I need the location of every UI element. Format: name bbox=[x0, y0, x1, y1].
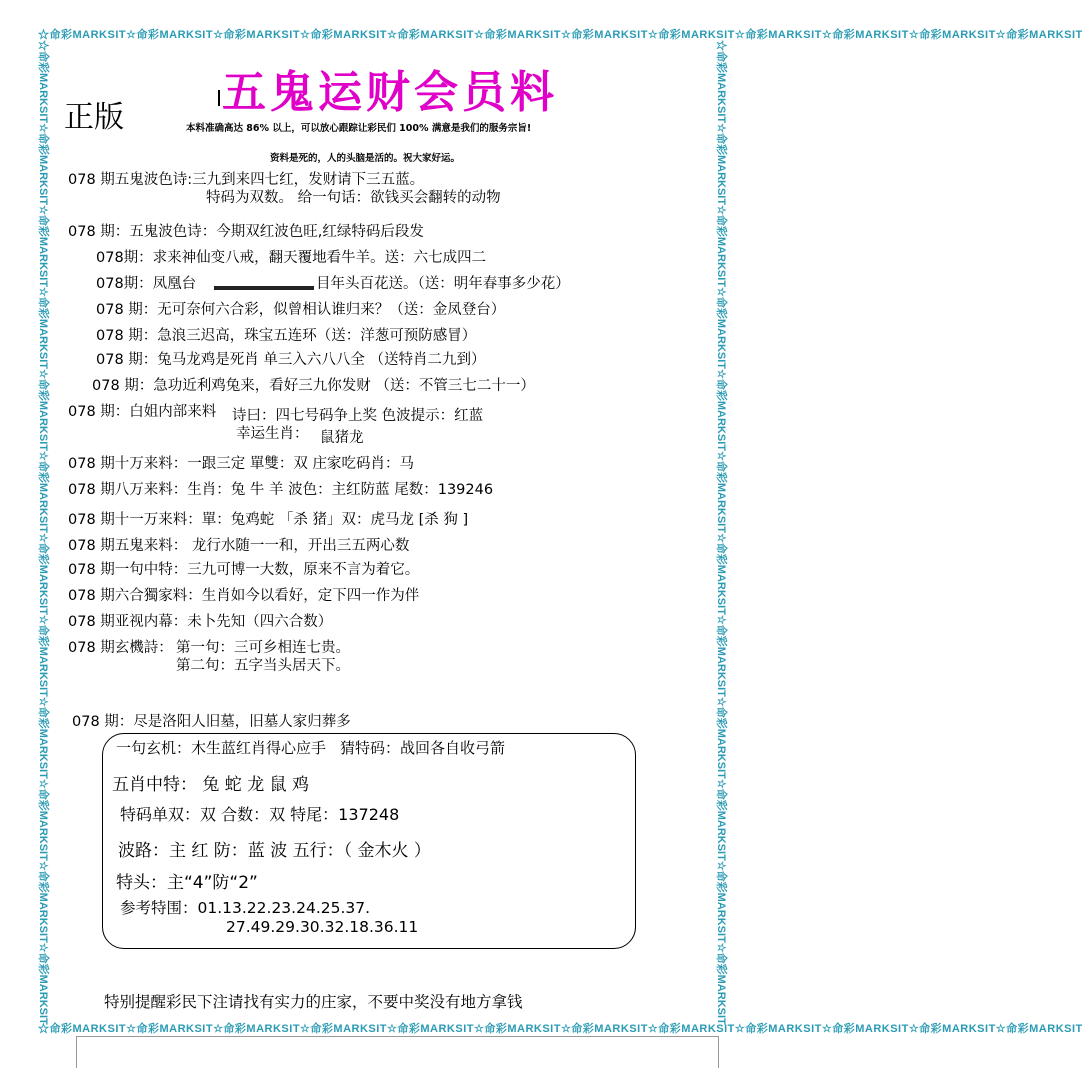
edition-label: 正版 bbox=[64, 100, 124, 135]
text-line: 078 期十万来料：一跟三定 單雙：双 庄家吃码肖：马 bbox=[68, 456, 415, 472]
box-line: 一句玄机：木生蓝红肖得心应手 bbox=[116, 739, 327, 757]
text-line: 078 期玄機詩： bbox=[68, 640, 173, 656]
watermark-bottom: ☆命彩MARKSIT☆命彩MARKSIT☆命彩MARKSIT☆命彩MARKSIT☆命彩MARKSIT☆命彩MARKSIT☆命彩MARKSIT☆命彩MARKSIT☆命彩MARKSIT☆命彩MARKSIT☆命彩MARKSIT☆命彩MARKSIT bbox=[38, 1023, 1083, 1035]
text-line: 078 期一句中特：三九可博一大数，原来不言为着它。 bbox=[68, 562, 420, 578]
watermark-right bbox=[715, 40, 732, 1025]
text-line: 078 期：急功近利鸡兔来，看好三九你发财 （送：不管三七二十一） bbox=[92, 378, 535, 394]
text-line: 目年头百花送。（送：明年春事多少花） bbox=[316, 276, 570, 292]
text-line: 特码为双数。 给一句话：欲钱买会翻转的动物 bbox=[206, 190, 501, 206]
text-line: 078 期五鬼波色诗:三九到来四七红，发财请下三五蓝。 bbox=[68, 172, 425, 188]
watermark-left-text: ☆命彩MARKSIT☆命彩MARKSIT☆命彩MARKSIT☆命彩MARKSIT☆命彩MARKSIT☆命彩MARKSIT☆命彩MARKSIT☆命彩MARKSIT☆命彩MARKSIT☆命彩MARKSIT☆命彩MARKSIT☆命彩MARKSIT bbox=[37, 40, 49, 1025]
text-line: 幸运生肖： bbox=[236, 426, 309, 442]
box-line: 特码单双：双 合数：双 特尾：137248 bbox=[120, 805, 400, 824]
page-edge bbox=[718, 1036, 719, 1068]
tagline: 本料准确高达 86% 以上，可以放心跟踪让彩民们 100% 满意是我们的服务宗旨! bbox=[186, 123, 532, 134]
footer-note: 特别提醒彩民下注请找有实力的庄家，不要中奖没有地方拿钱 bbox=[104, 993, 523, 1011]
box-line: 特头：主“4”防“2” bbox=[116, 873, 258, 893]
box-line: 波路：主 红 防：蓝 波 五行：（ 金木火 ） bbox=[118, 841, 431, 861]
box-line: 27.49.29.30.32.18.36.11 bbox=[226, 918, 419, 936]
tagline: 资料是死的，人的头脑是活的。祝大家好运。 bbox=[270, 153, 461, 164]
box-line: 五肖中特： 兔 蛇 龙 鼠 鸡 bbox=[112, 775, 310, 795]
watermark-left bbox=[37, 40, 54, 1025]
page-edge bbox=[76, 1036, 77, 1068]
text-line: 第一句：三可乡相连七贵。 bbox=[176, 640, 350, 656]
text-line: 078 期：急浪三迟高，珠宝五连环（送：洋葱可预防感冒） bbox=[96, 328, 477, 344]
text-line: 078 期八万来料：生肖：兔 牛 羊 波色：主红防蓝 尾数：139246 bbox=[68, 482, 494, 498]
watermark-top: ☆命彩MARKSIT☆命彩MARKSIT☆命彩MARKSIT☆命彩MARKSIT☆命彩MARKSIT☆命彩MARKSIT☆命彩MARKSIT☆命彩MARKSIT☆命彩MARKSIT☆命彩MARKSIT☆命彩MARKSIT☆命彩MARKSIT bbox=[38, 29, 1083, 41]
watermark-right-text: ☆命彩MARKSIT☆命彩MARKSIT☆命彩MARKSIT☆命彩MARKSIT☆命彩MARKSIT☆命彩MARKSIT☆命彩MARKSIT☆命彩MARKSIT☆命彩MARKSIT☆命彩MARKSIT☆命彩MARKSIT☆命彩MARKSIT bbox=[715, 40, 727, 1025]
text-line: 诗曰：四七号码争上奖 色波提示：红蓝 bbox=[232, 408, 484, 424]
box-line: 猜特码：战回各自收弓箭 bbox=[340, 739, 506, 757]
text-line: 078 期十一万来料：單：兔鸡蛇 「杀 猪」双：虎马龙 [杀 狗 ] bbox=[68, 512, 469, 528]
text-line: 078期：求来神仙变八戒，翻天覆地看牛羊。送：六七成四二 bbox=[96, 250, 487, 266]
text-line: 第二句：五字当头居天下。 bbox=[176, 658, 350, 674]
text-line: 078 期：尽是洛阳人旧墓，旧墓人家归葬多 bbox=[72, 714, 351, 730]
text-line: 078 期：兔马龙鸡是死肖 单三入六八八全 （送特肖二九到） bbox=[96, 352, 486, 368]
text-line: 鼠猪龙 bbox=[320, 430, 364, 446]
title-bar bbox=[218, 90, 220, 106]
text-line: 078 期五鬼来料： 龙行水随一一和，开出三五两心数 bbox=[68, 538, 410, 554]
scratch-mark bbox=[214, 286, 314, 290]
text-line: 078 期：无可奈何六合彩，似曾相认谁归来？（送：金凤登台） bbox=[96, 302, 506, 318]
text-line: 078 期亚视内幕：未卜先知（四六合数） bbox=[68, 614, 333, 630]
text-line: 078期：凤凰台 bbox=[96, 276, 197, 292]
box-line: 参考特围：01.13.22.23.24.25.37. bbox=[120, 899, 371, 917]
text-line: 078 期：五鬼波色诗：今期双红波色旺,红绿特码后段发 bbox=[68, 224, 424, 240]
text-line: 078 期六合獨家料：生肖如今以看好，定下四一作为伴 bbox=[68, 588, 420, 604]
text-line: 078 期：白姐内部来料 bbox=[68, 404, 217, 420]
page-title: 五鬼运财会员料 bbox=[222, 67, 558, 118]
page-edge bbox=[76, 1036, 718, 1037]
